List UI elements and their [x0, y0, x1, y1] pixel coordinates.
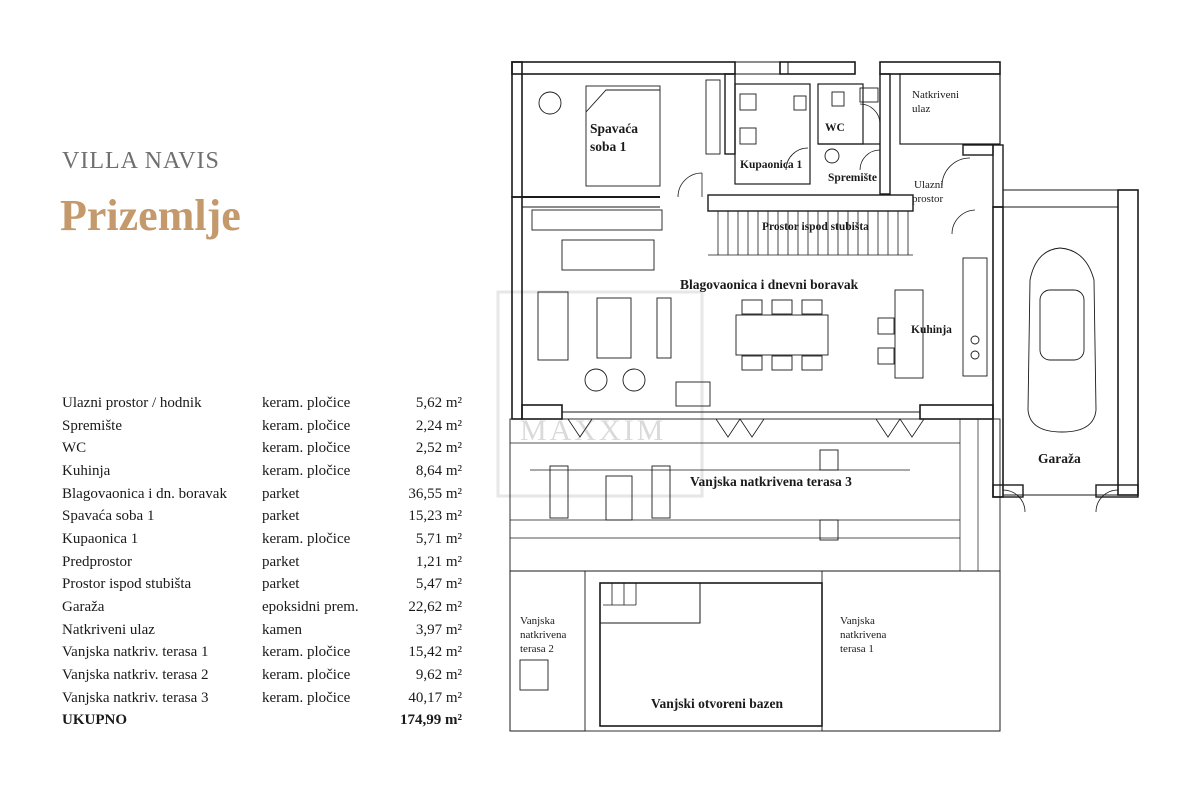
- label-under-stairs: Prostor ispod stubišta: [762, 221, 869, 233]
- label-covered-entry-1: Natkriveni: [912, 89, 960, 101]
- room-name: WC: [62, 440, 87, 457]
- door-swings: [568, 104, 1118, 512]
- brand-title: VILLA NAVIS: [62, 148, 220, 174]
- label-bathroom: Kupaonica 1: [740, 159, 803, 171]
- room-name: Prostor ispod stubišta: [62, 576, 192, 593]
- room-material: keram. pločice: [262, 462, 351, 479]
- label-storage: Spremište: [828, 172, 877, 184]
- room-area: 2,52 m²: [415, 440, 462, 457]
- room-area: 5,62 m²: [415, 394, 462, 411]
- room-material: parket: [262, 576, 300, 593]
- label-kitchen: Kuhinja: [911, 324, 952, 336]
- label-pool: Vanjski otvoreni bazen: [651, 696, 784, 711]
- room-area: 5,71 m²: [415, 530, 462, 547]
- room-area: 15,23 m²: [408, 508, 462, 525]
- room-name: Natkriveni ulaz: [62, 621, 155, 638]
- room-area: 15,42 m²: [408, 644, 462, 661]
- room-area: 9,62 m²: [415, 667, 462, 684]
- room-name: Ulazni prostor / hodnik: [62, 394, 202, 411]
- label-bedroom-1: Spavaća: [590, 121, 639, 136]
- room-material: epoksidni prem.: [262, 599, 359, 616]
- label-living: Blagovaonica i dnevni boravak: [680, 277, 859, 292]
- label-terrace-2-a: Vanjska: [520, 615, 555, 627]
- watermark-text: MAXXIM: [520, 414, 667, 447]
- room-material: keram. pločice: [262, 440, 351, 457]
- room-material: keram. pločice: [262, 644, 351, 661]
- room-area: 2,24 m²: [415, 417, 462, 434]
- walls: [510, 62, 1138, 731]
- room-area: 22,62 m²: [408, 599, 462, 616]
- label-terrace-1-a: Vanjska: [840, 615, 875, 627]
- room-name: Vanjska natkriv. terasa 1: [62, 644, 209, 661]
- room-area: 1,21 m²: [415, 553, 462, 570]
- label-entry-2: prostor: [912, 193, 944, 205]
- label-bedroom-2: soba 1: [590, 139, 627, 154]
- label-covered-entry-2: ulaz: [912, 103, 931, 115]
- room-name: Kupaonica 1: [62, 530, 139, 547]
- room-material: parket: [262, 508, 300, 525]
- room-area: 5,47 m²: [415, 576, 462, 593]
- room-material: keram. pločice: [262, 530, 351, 547]
- label-terrace-1-c: terasa 1: [840, 643, 874, 655]
- room-material: kamen: [262, 621, 302, 638]
- room-name: Garaža: [62, 599, 105, 616]
- label-terrace-2-b: natkrivena: [520, 629, 567, 641]
- label-terrace-3: Vanjska natkrivena terasa 3: [690, 474, 852, 489]
- room-material: parket: [262, 485, 300, 502]
- label-terrace-1-b: natkrivena: [840, 629, 887, 641]
- room-material: keram. pločice: [262, 417, 351, 434]
- label-entry-1: Ulazni: [914, 179, 944, 191]
- total-label: UKUPNO: [62, 712, 127, 729]
- room-area: 8,64 m²: [415, 462, 462, 479]
- room-name: Vanjska natkriv. terasa 2: [62, 667, 209, 684]
- room-area: 36,55 m²: [408, 485, 462, 502]
- room-material: parket: [262, 553, 300, 570]
- room-name: Blagovaonica i dn. boravak: [62, 485, 227, 502]
- room-name: Spremište: [62, 417, 122, 434]
- room-name: Vanjska natkriv. terasa 3: [62, 689, 209, 706]
- label-garage: Garaža: [1038, 451, 1081, 466]
- room-area: 3,97 m²: [415, 621, 462, 638]
- total-area: 174,99 m²: [400, 712, 462, 729]
- room-material: keram. pločice: [262, 394, 351, 411]
- room-name: Spavaća soba 1: [62, 508, 155, 525]
- floor-title: Prizemlje: [60, 191, 241, 240]
- room-name: Kuhinja: [62, 462, 111, 479]
- label-terrace-2-c: terasa 2: [520, 643, 554, 655]
- label-wc: WC: [825, 122, 845, 134]
- room-material: keram. pločice: [262, 667, 351, 684]
- room-name: Predprostor: [62, 553, 132, 570]
- room-area: 40,17 m²: [408, 689, 462, 706]
- room-material: keram. pločice: [262, 689, 351, 706]
